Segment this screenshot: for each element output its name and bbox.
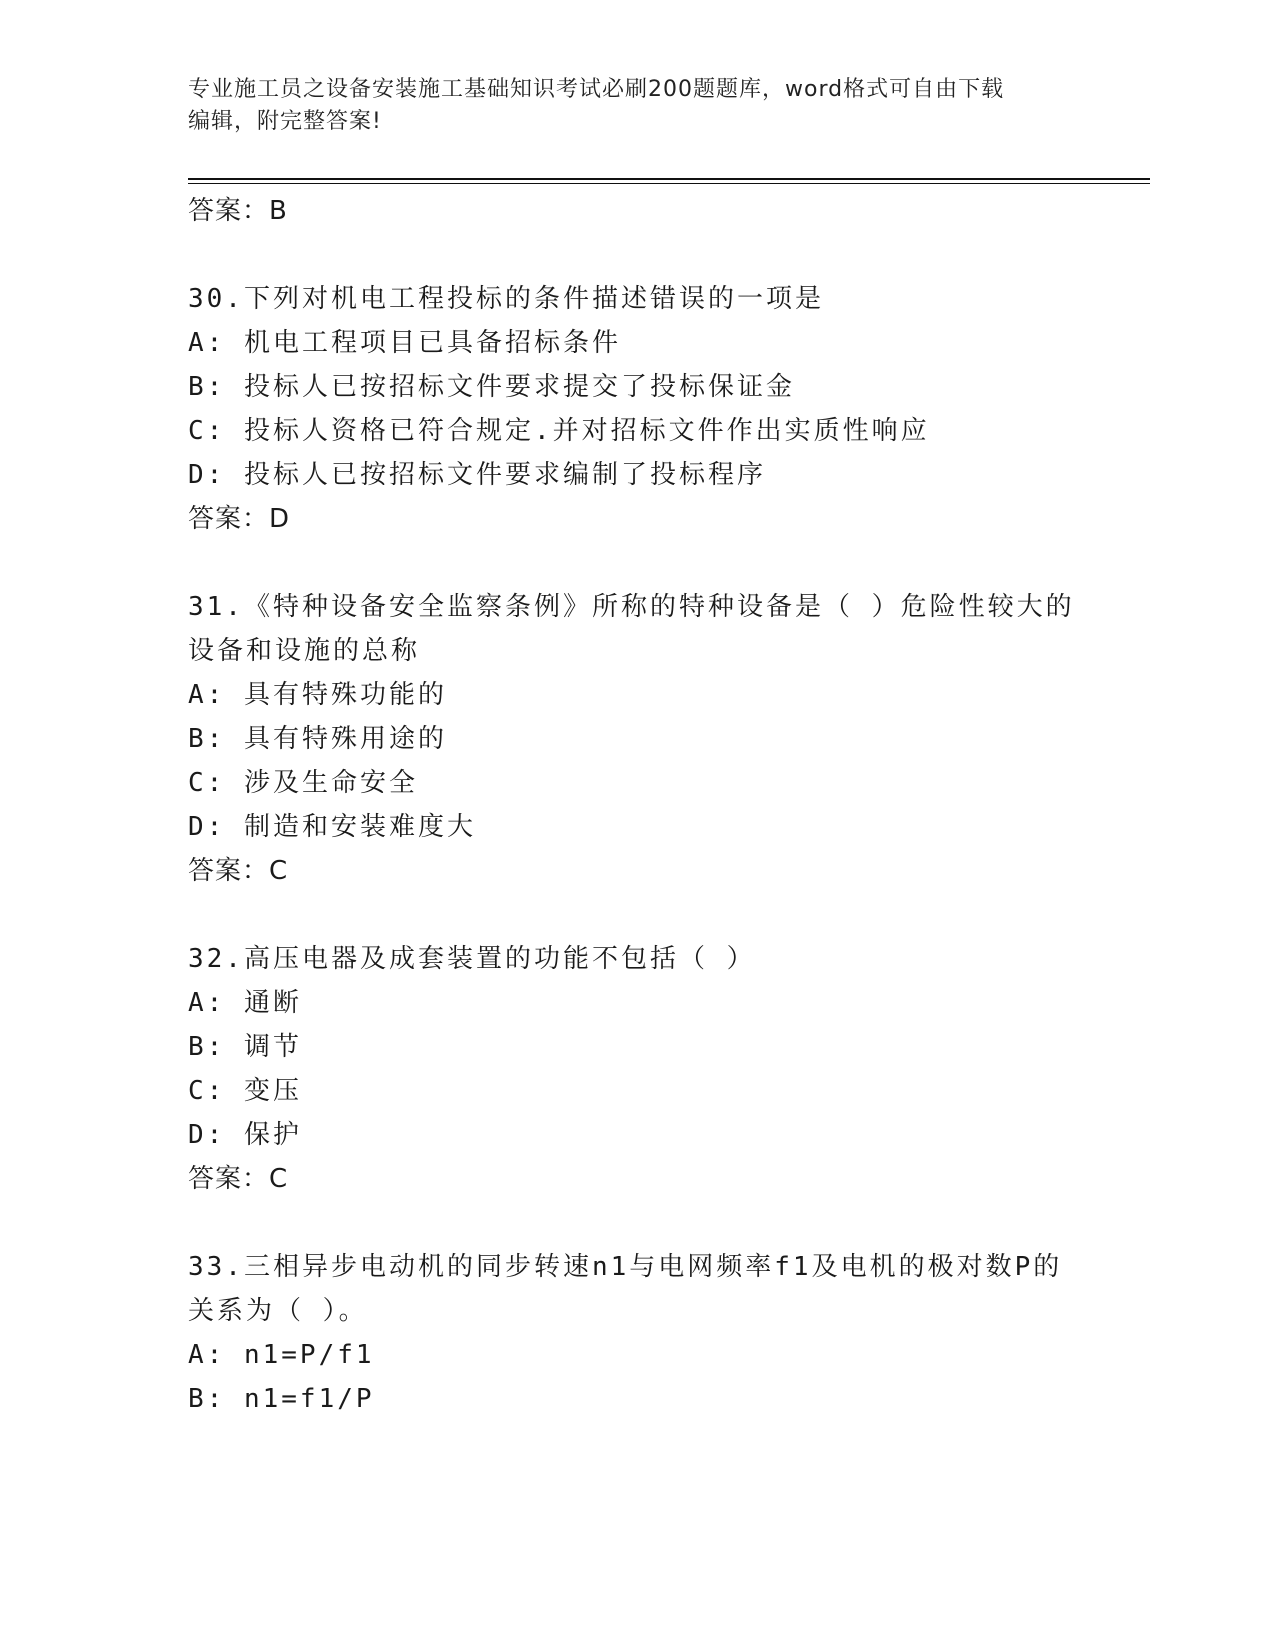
question-31-option-b: B: 具有特殊用途的 (188, 724, 447, 754)
header-line-2: 编辑，附完整答案! (188, 109, 382, 134)
header-text (188, 74, 1088, 138)
question-33-option-b: B: n1=f1/P (188, 1384, 375, 1414)
question-33-text-line-2: 关系为（ ）。 (188, 1296, 368, 1326)
question-32-option-c: C: 变压 (188, 1076, 302, 1106)
question-30-answer: 答案：D (188, 504, 291, 534)
question-33-text-line-1: 33.三相异步电动机的同步转速n1与电网频率f1及电机的极对数P的 (188, 1252, 1063, 1282)
question-31-option-a: A: 具有特殊功能的 (188, 680, 447, 710)
question-31-text-line-1: 31.《特种设备安全监察条例》所称的特种设备是（ ）危险性较大的 (188, 592, 1075, 622)
header-rule-thick (188, 178, 1150, 180)
question-30-option-b: B: 投标人已按招标文件要求提交了投标保证金 (188, 372, 795, 402)
question-30-option-a: A: 机电工程项目已具备招标条件 (188, 328, 621, 358)
header-line-1: 专业施工员之设备安装施工基础知识考试必刷200题题库，word格式可自由下载 (188, 77, 1005, 102)
header-rule-thin (188, 183, 1150, 184)
question-30-text: 30.下列对机电工程投标的条件描述错误的一项是 (188, 284, 824, 314)
answer-line: 答案：B (188, 196, 288, 226)
question-32-option-a: A: 通断 (188, 988, 302, 1018)
question-33-option-a: A: n1=P/f1 (188, 1340, 375, 1370)
question-32-option-d: D: 保护 (188, 1120, 302, 1150)
question-31-option-c: C: 涉及生命安全 (188, 768, 418, 798)
question-31-option-d: D: 制造和安装难度大 (188, 812, 476, 842)
question-30-option-c: C: 投标人资格已符合规定.并对招标文件作出实质性响应 (188, 416, 930, 446)
question-32-option-b: B: 调节 (188, 1032, 302, 1062)
question-30-option-d: D: 投标人已按招标文件要求编制了投标程序 (188, 460, 766, 490)
question-31-text-line-2: 设备和设施的总称 (188, 636, 421, 666)
question-31-answer: 答案：C (188, 856, 289, 886)
question-32-text: 32.高压电器及成套装置的功能不包括（ ） (188, 944, 756, 974)
question-32-answer: 答案：C (188, 1164, 289, 1194)
